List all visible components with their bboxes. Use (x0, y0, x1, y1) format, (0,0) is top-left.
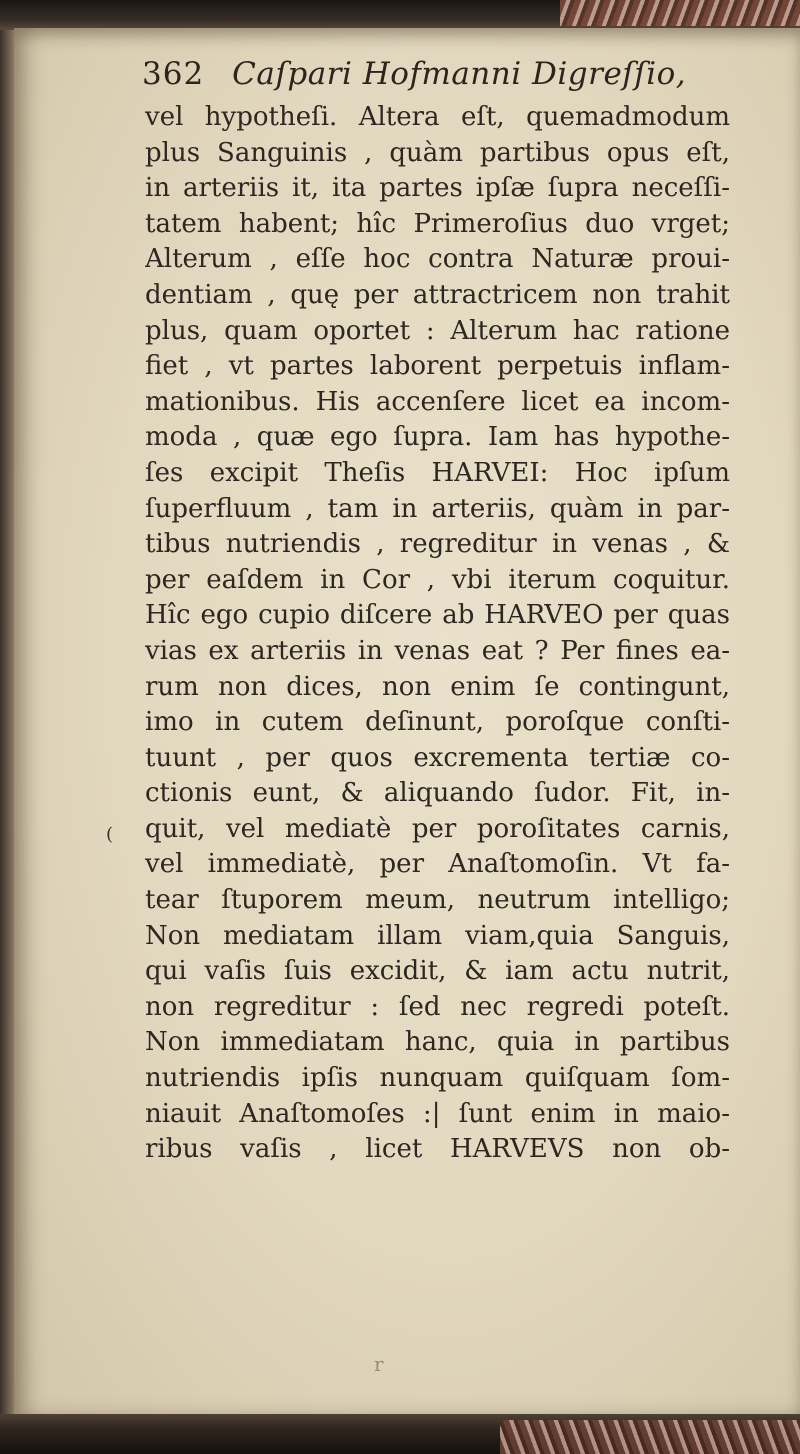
text-line: dentiam , quę per attractricem non trahit (145, 279, 730, 310)
text-line: non regreditur : ſed nec regredi poteſt. (145, 991, 730, 1022)
text-line: qui vaſis ſuis excidit, & iam actu nutrit, (145, 956, 730, 987)
text-line: niauit Anaſtomoſes :| ſunt enim in maio- (145, 1098, 730, 1129)
text-line: tuunt , per quos excrementa tertiæ co- (145, 742, 730, 773)
binding-thread-top (560, 0, 800, 26)
text-line: moda , quæ ego ſupra. Iam has hypothe- (145, 422, 730, 453)
page-gutter-shadow (0, 30, 14, 1414)
text-line: nutriendis ipſis nunquam quiſquam ſom- (145, 1063, 730, 1094)
text-line: plus Sanguinis , quàm partibus opus eſt, (145, 137, 730, 168)
text-line: mationibus. His accenſere licet ea incom- (145, 386, 730, 417)
running-head: Caſpari Hofmanni Digreſſio, (232, 56, 687, 92)
text-line: vel immediatè, per Anaſtomoſin. Vt fa- (145, 849, 730, 880)
text-line: tatem habent; hîc Primeroſius duo vrget; (145, 208, 730, 239)
text-line: rum non dices, non enim ſe contingunt, (145, 671, 730, 702)
text-line: fiet , vt partes laborent perpetuis inflam- (145, 351, 730, 382)
text-line: plus, quam oportet : Alterum hac ratione (145, 315, 730, 346)
body-text (145, 100, 730, 1168)
text-line: imo in cutem deſinunt, poroſque conſti- (145, 707, 730, 738)
text-line: per eaſdem in Cor , vbi iterum coquitur. (145, 564, 730, 595)
text-line: ribus vaſis , licet HARVEVS non ob- (145, 1134, 730, 1165)
text-line: in arteriis it, ita partes ipſæ ſupra neceſſi- (145, 173, 730, 204)
stray-mark: r (374, 1352, 384, 1376)
text-line: vel hypotheſi. Altera eſt, quemadmodum (145, 102, 730, 132)
page-number: 362 (142, 56, 205, 92)
text-line: tear ſtuporem meum, neutrum intelligo; (145, 885, 730, 916)
text-line: ſes excipit Theſis HARVEI: Hoc ipſum (145, 457, 730, 488)
text-line: ſuperfluum , tam in arteriis, quàm in par- (145, 493, 730, 524)
text-line: Alterum , eſſe hoc contra Naturæ proui- (145, 244, 730, 275)
text-line: ctionis eunt, & aliquando ſudor. Fit, in- (145, 778, 730, 809)
text-line: Hîc ego cupio diſcere ab HARVEO per quas (145, 600, 730, 631)
text-line: tibus nutriendis , regreditur in venas , & (145, 529, 730, 560)
text-line: Non mediatam illam viam,quia Sanguis, (145, 920, 730, 951)
text-line: quit, vel mediatè per poroſitates carnis, (145, 813, 730, 844)
text-line: Non immediatam hanc, quia in partibus (145, 1027, 730, 1058)
margin-mark: ( (106, 824, 114, 845)
binding-thread-bottom (500, 1420, 800, 1454)
text-line: vias ex arteriis in venas eat ? Per fines ea- (145, 635, 730, 666)
